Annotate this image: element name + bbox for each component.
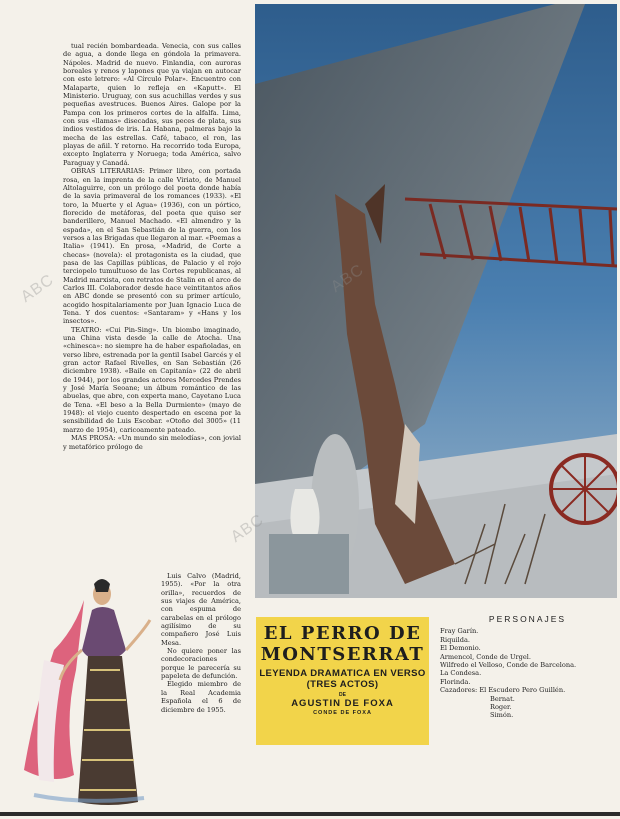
title-de: DE xyxy=(339,692,346,698)
costume-illustration xyxy=(14,570,164,810)
play-subtitle: LEYENDA DRAMATICA EN VERSO (TRES ACTOS) xyxy=(259,668,426,690)
article-paragraph: OBRAS LITERARIAS: Primer libro, con portada rosa, en la imprenta de la calle Viriato, de Manuel Altolaguirre, con un prólogo del poeta donde había de la savia primaveral de los romances (1933). «El toro, la Muerte y el Agua» (1936), con un pórtico, florecido de metáforas, del poeta que quiso ser banderillero, Manuel Machado. «El almendro y la espada», en el San Sebastián de la guerra, con los versos a las Brigadas que llegaron al mar. «Poemas a Italia» (1941). En prosa, «Madrid, de Corte a checas» (novela): el protagonista es la ciudad, que pasa de las Capillas públicas, de Palacio y el rojo terciopelo tumultuoso de las Cortes republicanas, al Madrid marxista, con retratos de Stalin en el arco de Carlos III. Colaborador desde hace veintitantos años en ABC donde se presentó con su primer artículo, acogido hospitalariamente por Juan Ignacio Luca de Tena. Y dos cuentos: «Santaram» y «Hans y los insectos». xyxy=(63,167,241,326)
play-author: AGUSTIN DE FOXA xyxy=(291,698,394,709)
cast-row: Roger. xyxy=(490,703,512,712)
watermark: ABC xyxy=(328,261,368,296)
cast-row: Bernat. xyxy=(490,694,515,703)
cast-row: Simón. xyxy=(490,711,514,720)
cast-row: La Condesa. xyxy=(440,669,482,678)
play-title-box xyxy=(256,617,429,745)
article-paragraph: MAS PROSA: «Un mundo sin melodías», con jovial y metafórico prólogo de xyxy=(63,434,241,451)
article-paragraph: TEATRO: «Cui Pin-Sing». Un biombo imaginado, una China vista desde la calle de Atocha. Una «chinesca»: no siempre ha de haber españoladas, en verso libre, estrenada por la gentil Isabel Garcés y el gran actor Rafael Rivelles, en San Sebastián (26 diciembre 1938). «Baile en Capitanía» (22 de abril de 1944), por los grandes actores Mercedes Prendes y José María Seoane; un álbum romántico de las abuelas, que abre, con experta mano, Cayetano Luca de Tena. «El beso a la Bella Durmiente» (mayo de 1948): el viejo cuento despertado en escena por la sensibilidad de Luis Escobar. «Otoño del 3005» (11 marzo de 1954), caricoamente pateado. xyxy=(63,325,241,434)
cast-row: El Demonio. xyxy=(440,644,481,653)
article-column xyxy=(63,42,241,451)
play-title: EL PERRO DE MONTSERRAT xyxy=(260,623,425,665)
play-author-title: CONDE DE FOXA xyxy=(313,710,372,716)
cast-row: Riquilda. xyxy=(440,635,471,644)
cast-heading: PERSONAJES xyxy=(488,614,567,624)
cast-row: Fray Garín. xyxy=(440,627,479,636)
cast-row: Armencol, Conde de Urgel. xyxy=(440,652,532,661)
article-paragraph: Elegido miembro de la Real Academia Española el 6 de diciembre de 1955. xyxy=(161,680,241,714)
cast-row: Florinda. xyxy=(440,677,471,686)
article-paragraph: tual recién bombardeada. Venecia, con sus calles de agua, a donde llega en góndola la primavera. Nápoles. Madrid de nuevo. Finlandia, con auroras boreales y renos y lapones que ya viajan en autocar con este letrero: «Al Círculo Polar». Encuentro con Malaparte, quien lo refleja en «Kaputt». El Ministerio. Uruguay, con sus acuchillas verdes y sus pequeñas avestruces. Buenos Aires. Galope por la Pampa con los primeros cortes de la alfalfa. Lima, con sus «llamas» disecadas, sus peces de plata, sus indios vestidos de iris. La Habana, palmeras bajo la mecha de las estrellas. Café, tabaco, el ron, las playas de añil. Y retorno. Ha recorrido toda Europa, excepto Inglaterra y Noruega; toda América, salvo Paraguay y Canadá. xyxy=(63,42,241,167)
article-paragraph: Luis Calvo (Madrid, 1955). «Por la otra orilla», recuerdos de sus viajes de América, con espuma de carabelas en el prólogo agilísimo de su compañero José Luis Mesa. xyxy=(161,572,241,647)
stage-painting xyxy=(255,4,617,598)
article-column-lower xyxy=(161,572,241,714)
page-bottom-rule xyxy=(0,812,620,816)
cast-row: Wilfredo el Velloso, Conde de Barcelona. xyxy=(440,661,577,670)
watermark: ABC xyxy=(18,271,58,306)
cast-row: Cazadores: El Escudero Pero Guillén. xyxy=(440,686,566,695)
cast-list xyxy=(440,615,615,720)
article-paragraph: No quiere poner las condecoraciones porque le parecería su papeleta de defunción. xyxy=(161,647,241,681)
watermark: ABC xyxy=(228,511,268,546)
